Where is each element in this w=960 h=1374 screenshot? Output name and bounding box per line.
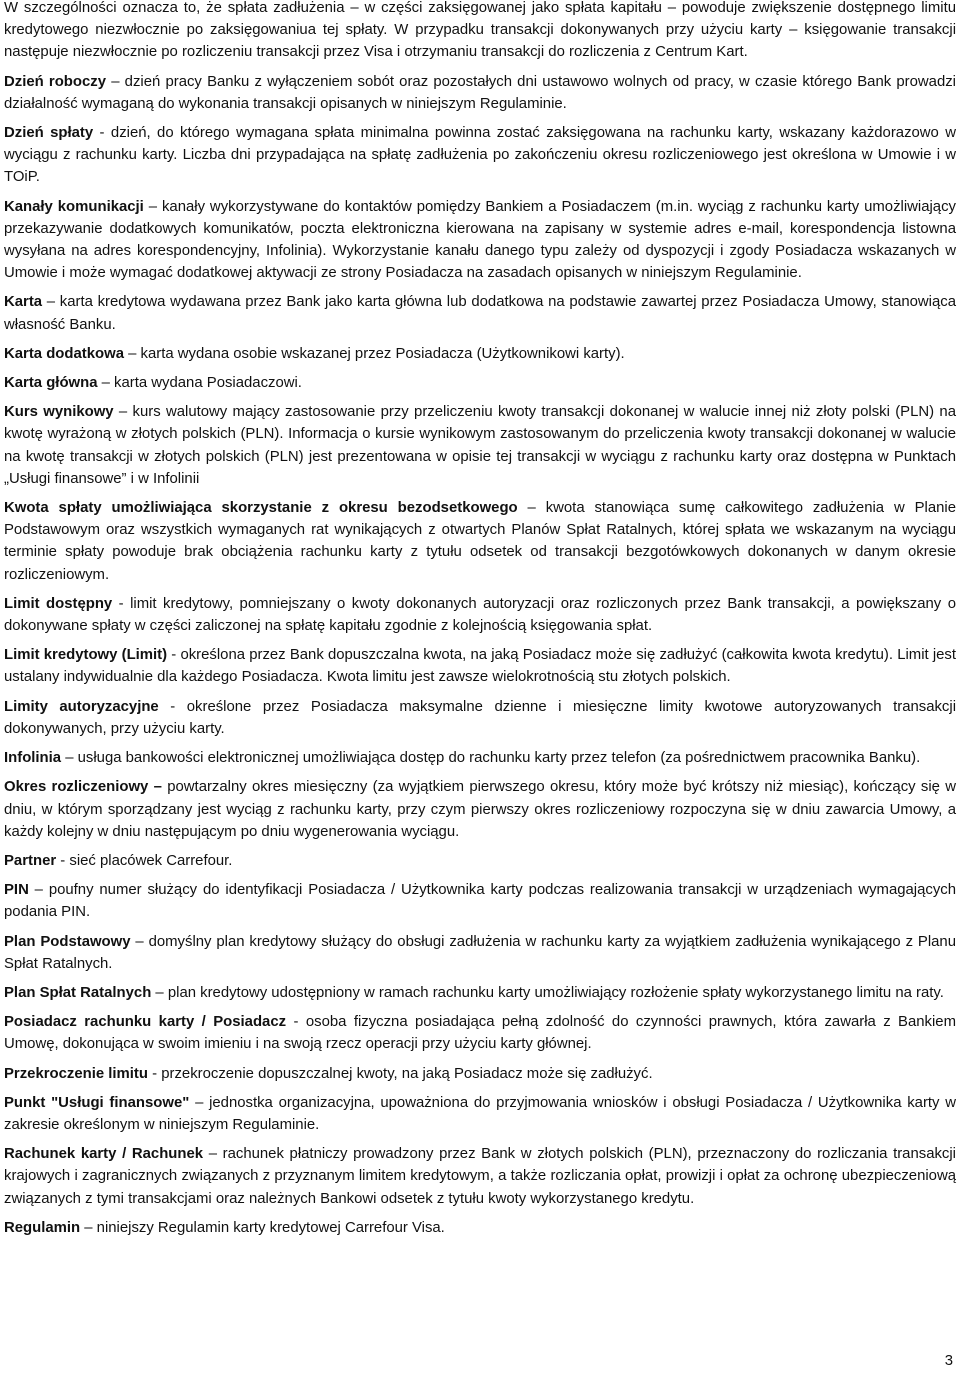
definition-paragraph — [4, 776, 956, 843]
definition-paragraph — [4, 696, 956, 740]
definition-term: Partner — [4, 852, 57, 869]
definition-paragraph — [4, 71, 956, 115]
definition-term: Plan Podstawowy — [4, 933, 131, 950]
definition-paragraph — [4, 747, 956, 769]
definition-text: – kurs walutowy mający zastosowanie przy przeliczeniu kwoty transakcji dokonanej w walucie innej niż złoty polski (PLN) na kwotę wyrażoną w złotych polskich (PLN). Informacja o kursie wynikowym zastosowanym do przeliczenia kwoty transakcji dokonanej w walucie na kwotę transakcji w złotych polskich (PLN) jest prezentowana w opisie tej transakcji w wyciągu z rachunku karty oraz dostępna w Punktach „Usługi finansowe” i w Infolinii — [4, 404, 956, 487]
definition-paragraph — [4, 982, 956, 1004]
definition-text: – jednostka organizacyjna, upoważniona do przyjmowania wniosków i obsługi Posiadacza / Użytkownika karty w zakresie określonym w niniejszym Regulaminie. — [4, 1094, 956, 1133]
definition-text: – domyślny plan kredytowy służący do obsługi zadłużenia w rachunku karty za wyjątkiem zadłużenia wynikającego z Planu Spłat Ratalnych. — [4, 933, 956, 972]
definition-term: Okres rozliczeniowy – — [4, 779, 162, 796]
definition-paragraph — [4, 343, 956, 365]
definition-term: Karta główna — [4, 375, 98, 392]
definition-paragraph — [4, 593, 956, 637]
definition-paragraph — [4, 879, 956, 923]
definition-paragraph — [4, 196, 956, 285]
definition-term: Dzień roboczy — [4, 73, 106, 90]
definition-term: Regulamin — [4, 1219, 81, 1236]
definition-paragraph — [4, 497, 956, 586]
definition-term: Posiadacz rachunku karty / Posiadacz — [4, 1014, 287, 1031]
definition-paragraph — [4, 1217, 956, 1239]
definition-text: – kanały wykorzystywane do kontaktów pomiędzy Bankiem a Posiadaczem (m.in. wyciąg z rachunku karty umożliwiający przekazywanie dodatkowych komunikatów, poczta elektroniczna kierowana na zapisany w systemie adres e-mail, korespondencja listowna wysyłana na adres korespondencyjny, Infolinia). Wykorzystanie kanału danego typu zależy od dyspozycji i zgody Posiadacza wskazanych w Umowie i może wymagać dodatkowej aktywacji ze strony Posiadacza na zasadach opisanych w niniejszym Regulaminie. — [4, 198, 956, 282]
definition-text: - określona przez Bank dopuszczalna kwota, na jaką Posiadacz może się zadłużyć (całkowita kwota kredytu). Limit jest ustalany indywidualnie dla każdego Posiadacza. Kwota limitu jest zawsze wielokrotnością stu złotych polskich. — [4, 647, 957, 686]
intro-paragraph: W szczególności oznacza to, że spłata zadłużenia – w części zaksięgowanej jako spłata kapitału – powoduje zwiększenie dostępnego limitu kredytowego niezwłocznie po zaksięgowaniua tej spłaty. W przypadku transakcji dokonywanych przy użyciu karty – księgowanie transakcji następuje niezwłocznie po rozliczeniu transakcji przez Visa i otrzymaniu transakcji do rozliczenia z Centrum Kart. — [4, 0, 956, 61]
definition-text: - przekroczenie dopuszczalnej kwoty, na jaką Posiadacz może się zadłużyć. — [148, 1065, 653, 1082]
definition-paragraph — [4, 1011, 956, 1055]
definition-text: - sieć placówek Carrefour. — [56, 852, 233, 869]
definition-term: Limit kredytowy (Limit) — [4, 647, 168, 664]
definition-term: Limit dostępny — [4, 595, 113, 612]
definition-text: – kwota stanowiąca sumę całkowitego zadłużenia w Planie Podstawowym oraz wszystkich wymaganych rat wynikających z otwartych Planów Spłat Ratalnych, której spłata we wskazanym na wyciągu terminie spłaty powoduje brak obciążenia rachunku karty z tytułu odsetek od transakcji bezgotówkowych dokonanych w danym okresie rozliczeniowym. — [4, 500, 956, 583]
definition-text: – karta wydana osobie wskazanej przez Posiadacza (Użytkownikowi karty). — [123, 345, 625, 362]
definition-term: Karta dodatkowa — [4, 345, 124, 362]
definition-text: – karta wydana Posiadaczowi. — [97, 375, 302, 392]
document-body — [4, 0, 956, 1246]
page-number: 3 — [944, 1353, 953, 1369]
definition-text: – plan kredytowy udostępniony w ramach rachunku karty umożliwiający rozłożenie spłaty wykorzystanego limitu na raty. — [151, 984, 944, 1001]
definition-text: - określone przez Posiadacza maksymalne dzienne i miesięczne limity kwotowe autoryzowanych transakcji dokonywanych, przy użyciu karty. — [4, 698, 956, 737]
definition-paragraph — [4, 401, 956, 490]
definition-term: Przekroczenie limitu — [4, 1065, 148, 1082]
definition-term: Punkt "Usługi finansowe" — [4, 1094, 190, 1111]
definition-text: – niniejszy Regulamin karty kredytowej Carrefour Visa. — [80, 1219, 445, 1236]
definition-term: Rachunek karty / Rachunek — [4, 1146, 204, 1163]
definition-paragraph — [4, 291, 956, 335]
definition-term: PIN — [4, 882, 29, 899]
definition-text: - osoba fizyczna posiadająca pełną zdolność do czynności prawnych, która zawarła z Bankiem Umowę, dokonująca w swoim imieniu i na swoją rzecz operacji przy użyciu karty głównej. — [4, 1014, 956, 1053]
definition-term: Infolinia — [4, 750, 62, 767]
definition-text: – dzień pracy Banku z wyłączeniem sobót oraz pozostałych dni ustawowo wolnych od pracy, w czasie którego Bank prowadzi działalność wymaganą do wykonania transakcji opisanych w niniejszym Regulaminie. — [4, 73, 956, 112]
definition-paragraph — [4, 122, 956, 189]
definition-term: Kanały komunikacji — [4, 198, 144, 215]
definition-text: – karta kredytowa wydawana przez Bank jako karta główna lub dodatkowa na podstawie zawartej przez Posiadacza Umowy, stanowiąca własność Banku. — [4, 294, 956, 333]
definition-term: Limity autoryzacyjne — [4, 698, 159, 715]
definition-paragraph — [4, 1092, 956, 1136]
definition-paragraph — [4, 1063, 956, 1085]
definition-text: – rachunek płatniczy prowadzony przez Bank w złotych polskich (PLN), przeznaczony do rozliczania transakcji krajowych i zagranicznych związanych z przyznanym limitem kredytowym, a także rozliczania opłat, prowizji i opłat za ochronę ubezpieczeniową związanych z tymi transakcjami oraz należnych Bankowi odsetek z tytułu kwoty wykorzystanego kredytu. — [4, 1146, 956, 1207]
definition-text: - dzień, do którego wymagana spłata minimalna powinna zostać zaksięgowana na rachunku karty, wskazany każdorazowo w wyciągu z rachunku karty. Liczba dni przypadająca na spłatę zadłużenia po zakończeniu okresu rozliczeniowego jest określona w Umowie i w TOiP. — [4, 125, 956, 186]
definition-paragraph — [4, 931, 956, 975]
definition-term: Dzień spłaty — [4, 125, 94, 142]
definitions-list — [4, 71, 956, 1239]
definition-paragraph — [4, 850, 956, 872]
definition-paragraph — [4, 1143, 956, 1210]
definition-paragraph — [4, 372, 956, 394]
definition-text: – usługa bankowości elektronicznej umożliwiająca dostęp do rachunku karty przez telefon (za pośrednictwem pracownika Banku). — [61, 750, 921, 767]
definition-text: powtarzalny okres miesięczny (za wyjątkiem pierwszego okresu, który może być krótszy niż miesiąc), kończący się w dniu, w którym sporządzany jest wyciąg z rachunku karty, przy czym pierwszy okres rozliczeniowy rozpoczyna się w dniu zawarcia Umowy, a każdy kolejny w dniu następującym po dniu wygenerowania wyciągu. — [4, 779, 956, 840]
definition-text: – poufny numer służący do identyfikacji Posiadacza / Użytkownika karty podczas realizowania transakcji w urządzeniach wymagających podania PIN. — [4, 882, 956, 921]
definition-term: Karta — [4, 294, 43, 311]
definition-text: - limit kredytowy, pomniejszany o kwoty dokonanych autoryzacji oraz rozliczonych przez Bank transakcji, a powiększany o dokonywane spłaty w części zaliczonej na spłatę kapitału zgodnie z kolejnością księgowania spłat. — [4, 595, 956, 635]
definition-term: Kwota spłaty umożliwiająca skorzystanie z okresu bezodsetkowego — [4, 500, 518, 517]
definition-term: Plan Spłat Ratalnych — [4, 984, 152, 1001]
definition-paragraph — [4, 644, 956, 688]
definition-term: Kurs wynikowy — [4, 404, 114, 421]
